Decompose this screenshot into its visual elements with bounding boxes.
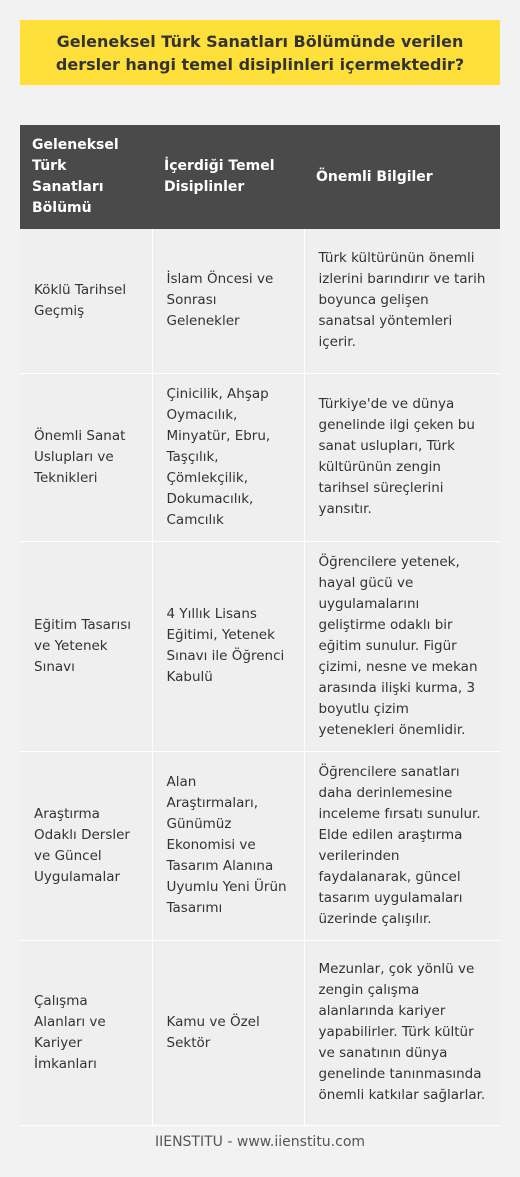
table-cell-disciplines: Alan Araştırmaları, Günümüz Ekonomisi ve Tasarım Alanına Uyumlu Yeni Ürün Tasarımı bbox=[152, 751, 304, 940]
table-row bbox=[20, 751, 500, 940]
table-row bbox=[20, 940, 500, 1125]
table-cell-disciplines: Kamu ve Özel Sektör bbox=[152, 940, 304, 1125]
column-header-info: Önemli Bilgiler bbox=[304, 125, 500, 229]
column-header-department: Geleneksel Türk Sanatları Bölümü bbox=[20, 125, 152, 229]
table-cell-department: Eğitim Tasarısı ve Yetenek Sınavı bbox=[20, 541, 152, 751]
table-cell-info: Türkiye'de ve dünya genelinde ilgi çeken bu sanat uslupları, Türk kültürünün zengin tarihsel süreçlerini yansıtır. bbox=[304, 373, 500, 541]
table-cell-info: Öğrencilere sanatları daha derinlemesine inceleme fırsatı sunulur. Elde edilen araştırma verilerinden faydalanarak, güncel tasarım uygulamaları üzerinde çalışılır. bbox=[304, 751, 500, 940]
column-header-disciplines: İçerdiği Temel Disiplinler bbox=[152, 125, 304, 229]
table-cell-department: Çalışma Alanları ve Kariyer İmkanları bbox=[20, 940, 152, 1125]
table-cell-info: Mezunlar, çok yönlü ve zengin çalışma alanlarında kariyer yapabilirler. Türk kültür ve sanatının dünya genelinde tanınmasında önemli katkılar sağlarlar. bbox=[304, 940, 500, 1125]
page-title: Geleneksel Türk Sanatları Bölümünde verilen dersler hangi temel disiplinleri içermektedir? bbox=[55, 31, 465, 74]
table-row bbox=[20, 373, 500, 541]
table-cell-info: Öğrencilere yetenek, hayal gücü ve uygulamalarını geliştirme odaklı bir eğitim sunulur. Figür çizimi, nesne ve mekan arasında ilişki kurma, 3 boyutlu çizim yetenekleri önemlidir. bbox=[304, 541, 500, 751]
table-cell-disciplines: Çinicilik, Ahşap Oymacılık, Minyatür, Ebru, Taşçılık, Çömlekçilik, Dokumacılık, Camcılık bbox=[152, 373, 304, 541]
footer-source: IIENSTITU - www.iienstitu.com bbox=[154, 1134, 366, 1150]
table-cell-department: Araştırma Odaklı Dersler ve Güncel Uygulamalar bbox=[20, 751, 152, 940]
table-header-row bbox=[20, 125, 500, 229]
table-cell-department: Önemli Sanat Uslupları ve Teknikleri bbox=[20, 373, 152, 541]
table-row bbox=[20, 229, 500, 373]
title-banner bbox=[20, 20, 500, 85]
table-cell-info: Türk kültürünün önemli izlerini barındırır ve tarih boyunca gelişen sanatsal yöntemleri içerir. bbox=[304, 229, 500, 373]
table-cell-department: Köklü Tarihsel Geçmiş bbox=[20, 229, 152, 373]
disciplines-table bbox=[20, 125, 500, 1126]
table-row bbox=[20, 541, 500, 751]
table-cell-disciplines: İslam Öncesi ve Sonrası Gelenekler bbox=[152, 229, 304, 373]
table-cell-disciplines: 4 Yıllık Lisans Eğitimi, Yetenek Sınavı ile Öğrenci Kabulü bbox=[152, 541, 304, 751]
